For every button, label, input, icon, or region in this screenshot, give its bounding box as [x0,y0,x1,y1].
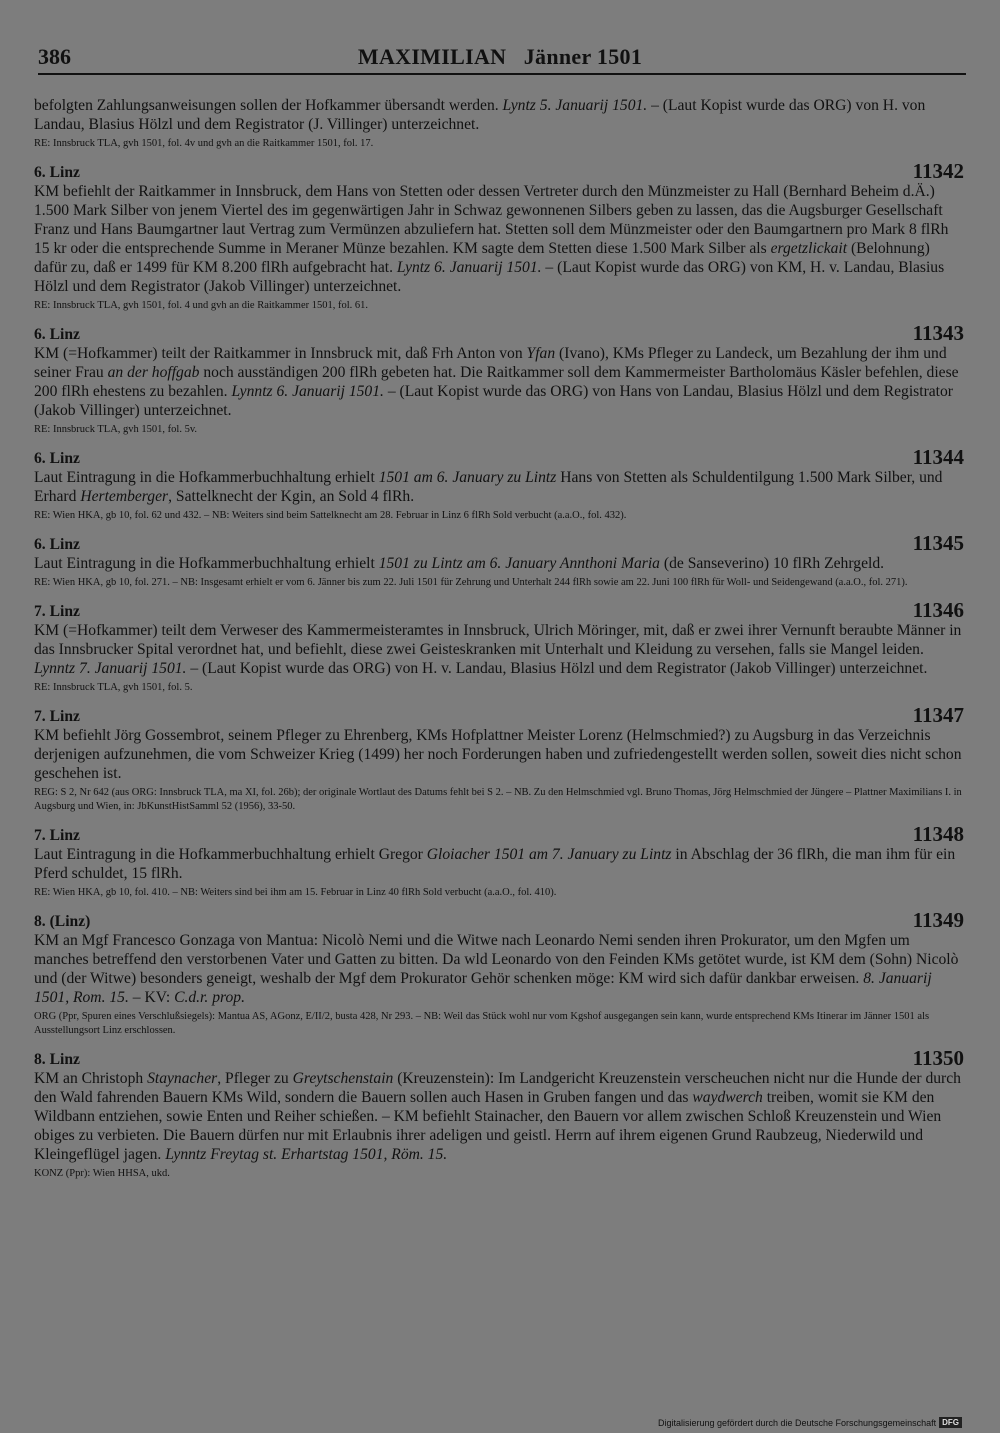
entry-heading [34,446,964,468]
entry-text [34,931,964,1007]
text-span: noch ausständigen 200 flRh gebeten hat. Die Raitkammer soll dem Kammermeister Bartholomäus Käsler befehlen, diese 200 flRh ehestens zu bezahlen. [34,364,959,400]
intro-source: RE: Innsbruck TLA, gvh 1501, fol. 4v und gvh an die Raitkammer 1501, fol. 17. [34,138,374,149]
text-span: KM an Mgf Francesco Gonzaga von Mantua: Nicolò Nemi und die Witwe nach Leonardo Nemi senden ihren Prokurator, um den Mgfen um manches betreffend den verstorbenen Vater und Gatten zu bitten. Da wld Leonardo von den Feinden KMs getötet wurde, ist KM dem (Sohn) Nicolò und (der Witwe) besonders geneigt, weshalb der Mgf dem Prokurator Gehör schenken möge: KM wird sich dafür dankbar erweisen. [34,932,959,987]
entry-date: 6. Linz [34,450,80,467]
entry-number: 11349 [912,908,964,932]
italic-span: 1501 am 6. January zu Lintz [378,469,557,486]
entry-text [34,182,964,296]
entry-source: RE: Wien HKA, gb 10, fol. 271. – NB: Insgesamt erhielt er vom 6. Jänner bis zum 22. Juli 1501 für Zehrung und Unterhalt 244 flRh sowie am 22. Juni 100 flRh für Woll- und Seidengewand (a.a.O., fol. 271). [34,577,908,588]
entry-source: RE: Innsbruck TLA, gvh 1501, fol. 4 und gvh an die Raitkammer 1501, fol. 61. [34,300,369,311]
italic-span: Staynacher [147,1070,218,1087]
italic-span: Gloiacher 1501 am 7. January zu Lintz [426,846,672,863]
entry-text [34,554,964,573]
italic-span: Hertemberger [80,488,169,505]
italic-span: Greytschenstain [292,1070,394,1087]
entry-date: 8. Linz [34,1051,80,1068]
italic-span: Lyntz 5. Januarij 1501. [502,97,648,114]
text-span: (Belohnung) dafür zu, daß er 1499 für KM 8.200 flRh aufgebracht hat. [34,240,930,276]
entry-source: RE: Innsbruck TLA, gvh 1501, fol. 5. [34,682,193,693]
intro-paragraph [34,96,964,134]
entry-number: 11344 [912,445,964,469]
italic-span: Lynntz Freytag st. Erhartstag 1501, Röm. 15. [165,1146,448,1163]
italic-span: ergetzlickait [770,240,848,257]
text-span: , Sattelknecht der Kgin, an Sold 4 flRh. [168,488,415,505]
entry-11348 [34,823,964,900]
text-span: treiben, womit sie KM den Wildbann entziehen, sowie Enten und Reiher schießen. – KM befiehlt Stainacher, den Bauern vor allem zwischen Schloß Kreuzenstein und Wien obiges zu verbieten. Die Bauern dürfen nur mit Erlaubnis ihrer adeligen und geistl. Herrn auf ihrem eigenen Grund Raubzeug, Niederwild und Kleingeflügel jagen. [34,1089,942,1163]
entry-text [34,1069,964,1164]
document-body [34,96,964,1181]
italic-span: Lynntz 7. Januarij 1501. [34,660,187,677]
italic-span: 1501 zu Lintz am 6. January Annthoni Maria [378,555,660,572]
entry-source: RE: Wien HKA, gb 10, fol. 62 und 432. – NB: Weiters sind beim Sattelknecht am 28. Februar in Linz 6 flRh Sold verbucht (a.a.O., fol. 432). [34,510,627,521]
entry-11342 [34,160,964,313]
entry-date: 7. Linz [34,603,80,620]
text-span: – (Laut Kopist wurde das ORG) von H. v. Landau, Blasius Hölzl und dem Registrator (Jakob Villinger) unterzeichnet. [186,660,928,677]
entry-11345 [34,532,964,590]
text-span: KM befiehlt Jörg Gossembrot, seinem Pfleger zu Ehrenberg, KMs Hofplattner Meister Lorenz (Helmschmied?) zu Augsburg in das Verzeichnis derjenigen aufzunehmen, die vom Schweizer Krieg (1499) her noch Forderungen haben und zufriedengestellt werden sollen, soweit dies nicht schon geschehen ist. [34,727,962,782]
text-span: KM befiehlt der Raitkammer in Innsbruck, dem Hans von Stetten oder dessen Vertreter durch den Münzmeister zu Hall (Bernhard Beheim d.Ä.) 1.500 Mark Silber von jenem Viertel des im gegenwärtigen Jahr in Schwaz gewonnenen Silbers geben zu lassen, das die Augsburger Gesellschaft Franz und Hans Baumgartner laut Vertrag zum Vermünzen abzuliefern hat. Stetten soll dem Münzmeister oder den Baumgartnern pro Mark 8 flRh 15 kr oder die entsprechende Summe in Meraner Münze bezahlen. KM sagte dem Stetten diese 1.500 Mark Silber als [34,183,949,257]
italic-span: an der hoffgab [107,364,200,381]
entry-11347 [34,704,964,814]
entry-heading [34,704,964,726]
text-span: , Pfleger zu [217,1070,293,1087]
entry-11349 [34,909,964,1038]
entry-date: 8. (Linz) [34,913,91,930]
text-span: in Abschlag der 36 flRh, die man ihm für ein Pferd schuldet, 15 flRh. [34,846,956,882]
entry-11350 [34,1047,964,1181]
text-span: befolgten Zahlungsanweisungen sollen der Hofkammer übersandt werden. [34,97,503,114]
entry-number: 11346 [912,598,964,622]
italic-span: waydwerch [692,1089,763,1106]
entry-source: KONZ (Ppr): Wien HHSA, ukd. [34,1168,170,1179]
text-span: – (Laut Kopist wurde das ORG) von KM, H. v. Landau, Blasius Hölzl und dem Registrator (Jakob Villinger) unterzeichnet. [34,259,945,295]
entry-text [34,621,964,678]
entry-heading [34,1047,964,1069]
text-span: Laut Eintragung in die Hofkammerbuchhaltung erhielt Gregor [34,846,427,863]
entry-date: 6. Linz [34,326,80,343]
text-span: Laut Eintragung in die Hofkammerbuchhaltung erhielt [34,469,379,486]
entry-heading [34,160,964,182]
italic-span: Lynntz 6. Januarij 1501. [231,383,384,400]
entry-number: 11343 [912,321,964,345]
entry-number: 11347 [912,703,964,727]
credit-text: Digitalisierung gefördert durch die Deutsche Forschungsgemeinschaft [657,1417,937,1428]
entry-11344 [34,446,964,523]
digitization-credit [658,1417,962,1428]
entry-text [34,845,964,883]
entry-source: RE: Wien HKA, gb 10, fol. 410. – NB: Weiters sind bei ihm am 15. Februar in Linz 40 flRh Sold verbucht (a.a.O., fol. 410). [34,887,557,898]
entry-number: 11342 [912,159,964,183]
italic-span: Yfan [526,345,556,362]
text-span: (Kreuzenstein): Im Landgericht Kreuzenstein verscheuchen nicht nur die Hunde der durch den Wald fahrenden Bauern KMs Wild, sondern die Bauern sollen auch Hasen in Gruben fangen und das [34,1070,961,1106]
entry-11343 [34,322,964,437]
text-span: KM an Christoph [34,1070,148,1087]
entry-number: 11350 [912,1046,964,1070]
entry-date: 7. Linz [34,827,80,844]
entry-text [34,344,964,420]
italic-span: Lyntz 6. Januarij 1501. [396,259,542,276]
page-number: 386 [38,44,71,69]
entry-text [34,726,964,783]
text-span: Hans von Stetten als Schuldentilgung 1.500 Mark Silber, und Erhard [34,469,943,505]
entry-number: 11345 [912,531,964,555]
header-rule [38,73,966,75]
entry-source: REG: S 2, Nr 642 (aus ORG: Innsbruck TLA, ma XI, fol. 26b); der originale Wortlaut des Datums fehlt bei S 2. – NB. Zu den Helmschmied vgl. Bruno Thomas, Jörg Helmschmied der Jüngere – Plattner Maximilians I. in Augsburg und Wien, in: JbKunstHistSamml 52 (1956), 33-50. [34,787,962,812]
intro-text [34,96,964,151]
text-span: KM (=Hofkammer) teilt dem Verweser des Kammermeisteramtes in Innsbruck, Ulrich Möringer, mit, daß er zwei ihrer Vernunft beraubte Männer in das Innsbrucker Spital verordnet hat, und befiehlt, diese zwei Geisteskranken mit Unterhalt und Kleidung zu versehen, falls sie Mangel leiden. [34,622,962,658]
entry-text [34,468,964,506]
entry-date: 6. Linz [34,536,80,553]
italic-span: 8. Januarij 1501, Rom. 15. [34,970,932,1006]
entry-heading [34,823,964,845]
entry-heading [34,909,964,931]
entry-heading [34,599,964,621]
entry-11346 [34,599,964,695]
entry-number: 11348 [912,822,964,846]
page-header [38,44,962,74]
text-span: Laut Eintragung in die Hofkammerbuchhaltung erhielt [34,555,379,572]
text-span: – KV: [128,989,175,1006]
text-span: (Ivano), KMs Pfleger zu Landeck, um Bezahlung der ihm und seiner Frau [34,345,947,381]
text-span: – (Laut Kopist wurde das ORG) von H. von Landau, Blasius Hölzl und dem Registrator (J. Villinger) unterzeichnet. [34,97,926,133]
running-title: MAXIMILIAN Jänner 1501 [357,44,643,69]
entry-date: 6. Linz [34,164,80,181]
entry-source: ORG (Ppr, Spuren eines Verschlußsiegels): Mantua AS, AGonz, E/II/2, busta 428, Nr 293. – NB: Weil das Stück wohl nur vom Kgshof ausgegangen sein kann, wurde entsprechend KMs Itinerar im Jänner 1501 als Ausstellungsort Linz erschlossen. [34,1011,930,1036]
entry-heading [34,532,964,554]
text-span: (de Sanseverino) 10 flRh Zehrgeld. [659,555,885,572]
italic-span: C.d.r. prop. [174,989,245,1006]
dfg-logo-icon: DFG [939,1417,962,1428]
entry-date: 7. Linz [34,708,80,725]
entry-heading [34,322,964,344]
text-span: KM (=Hofkammer) teilt der Raitkammer in Innsbruck mit, daß Frh Anton von [34,345,527,362]
text-span: – (Laut Kopist wurde das ORG) von Hans von Landau, Blasius Hölzl und dem Registrator (Jakob Villinger) unterzeichnet. [34,383,954,419]
entry-source: RE: Innsbruck TLA, gvh 1501, fol. 5v. [34,424,198,435]
